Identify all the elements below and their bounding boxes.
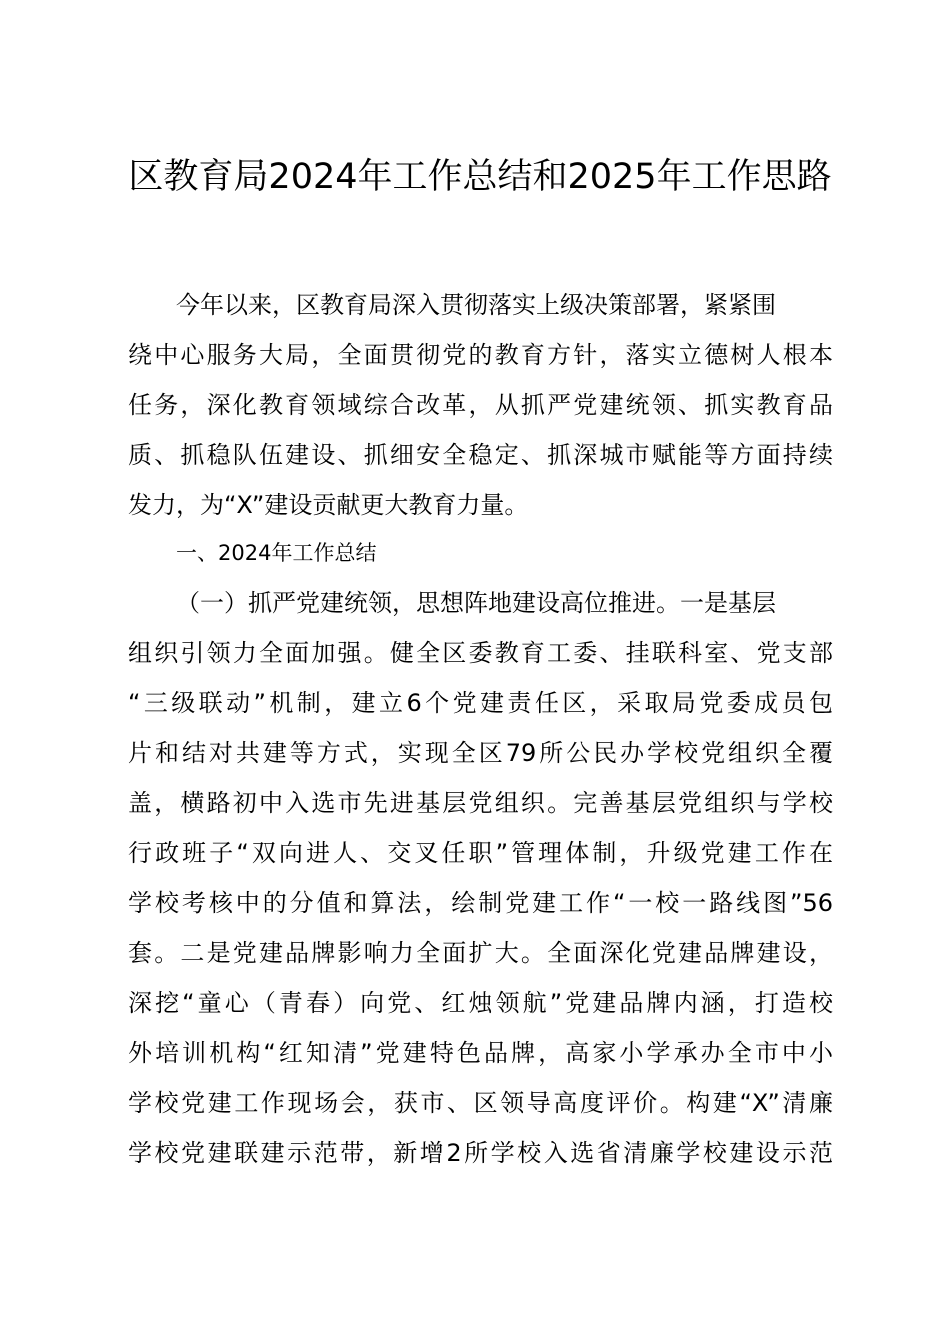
paragraph-line: 质、抓稳队伍建设、抓细安全稳定、抓深城市赋能等方面持续 <box>128 441 833 469</box>
paragraph-line: （一）抓严党建统领，思想阵地建设高位推进。一是基层 <box>176 589 776 617</box>
section-heading: 一、2024年工作总结 <box>176 541 377 565</box>
paragraph-line: 任务，深化教育领域综合改革，从抓严党建统领、抓实教育品 <box>128 391 833 419</box>
paragraph-line: 套。二是党建品牌影响力全面扩大。全面深化党建品牌建设， <box>128 939 833 967</box>
paragraph-line: “三级联动”机制，建立6个党建责任区，采取局党委成员包 <box>128 689 833 717</box>
paragraph-line: 行政班子“双向进人、交叉任职”管理体制，升级党建工作在 <box>128 839 833 867</box>
paragraph-line: 绕中心服务大局，全面贯彻党的教育方针，落实立德树人根本 <box>128 341 833 369</box>
paragraph-line: 学校党建联建示范带，新增2所学校入选省清廉学校建设示范 <box>128 1139 833 1167</box>
paragraph-line: 组织引领力全面加强。健全区委教育工委、挂联科室、党支部 <box>128 639 833 667</box>
paragraph-line: 学校党建工作现场会，获市、区领导高度评价。构建“X”清廉 <box>128 1089 833 1117</box>
paragraph-line: 发力，为“X”建设贡献更大教育力量。 <box>128 491 529 519</box>
paragraph-line: 深挖“童心（青春）向党、红烛领航”党建品牌内涵，打造校 <box>128 989 833 1017</box>
paragraph-line: 学校考核中的分值和算法，绘制党建工作“一校一路线图”56 <box>128 889 833 917</box>
paragraph-line: 今年以来，区教育局深入贯彻落实上级决策部署，紧紧围 <box>176 291 776 319</box>
paragraph-line: 片和结对共建等方式，实现全区79所公民办学校党组织全覆 <box>128 739 833 767</box>
document-title: 区教育局2024年工作总结和2025年工作思路 <box>128 157 832 197</box>
paragraph-line: 外培训机构“红知清”党建特色品牌，高家小学承办全市中小 <box>128 1039 833 1067</box>
paragraph-line: 盖，横路初中入选市先进基层党组织。完善基层党组织与学校 <box>128 789 833 817</box>
